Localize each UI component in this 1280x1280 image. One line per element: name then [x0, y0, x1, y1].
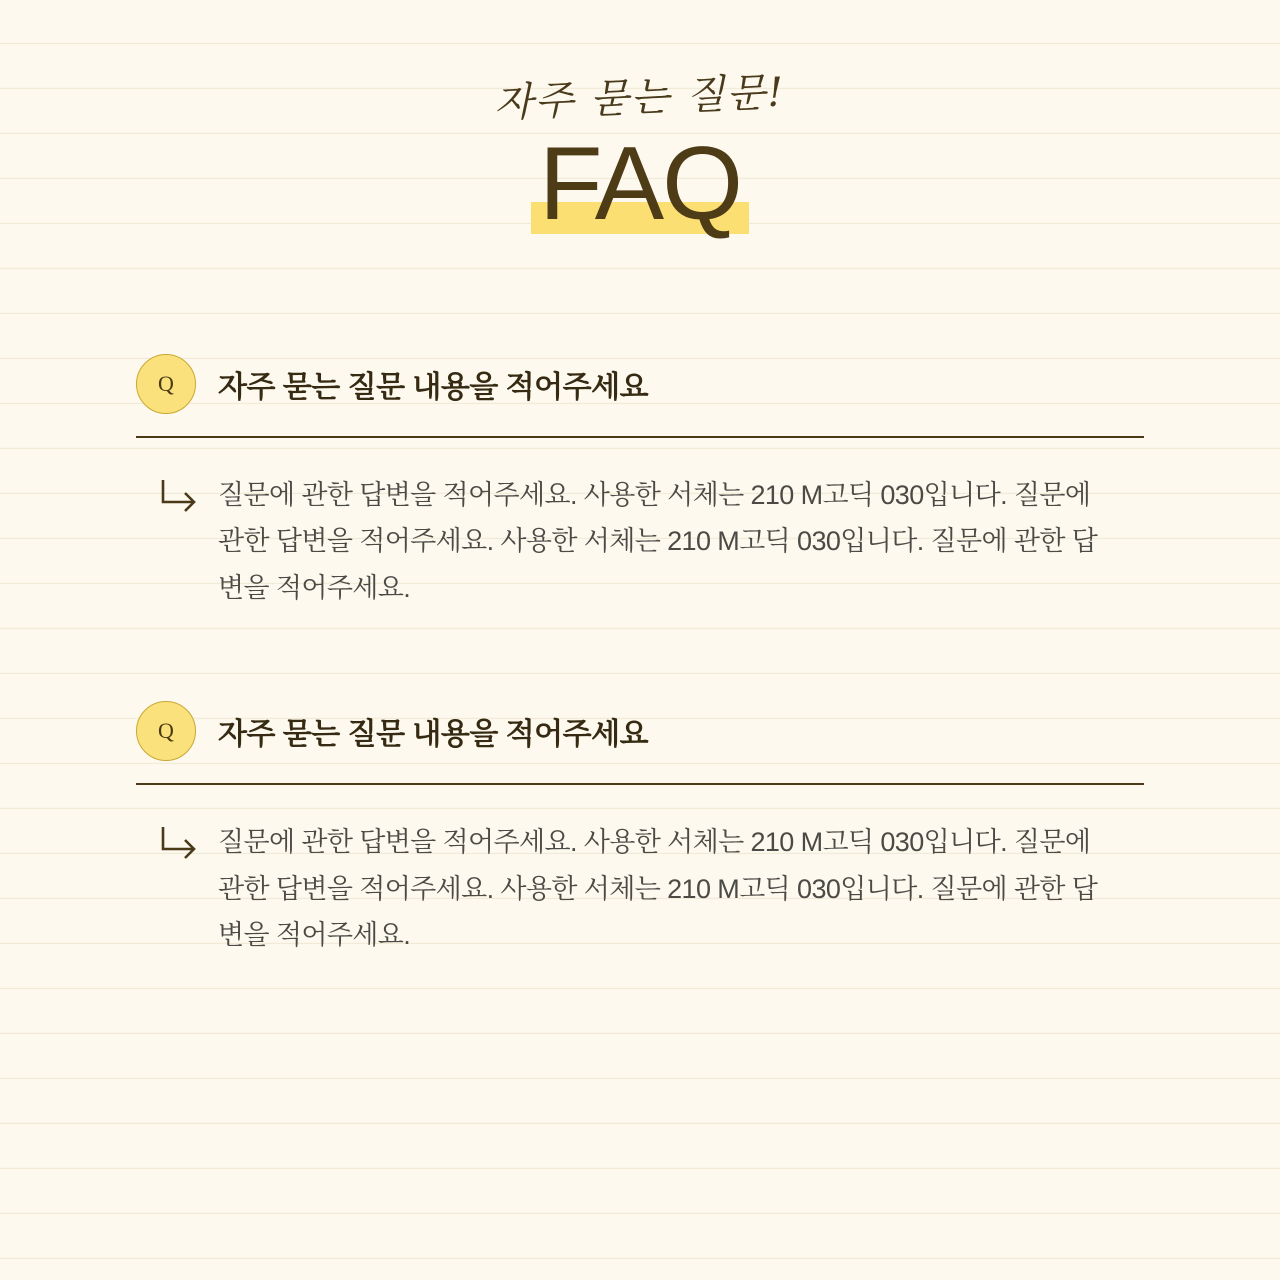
- answer-row: [136, 785, 1144, 958]
- question-text: 자주 묻는 질문 내용을 적어주세요: [218, 718, 649, 752]
- arrow-turn-down-right-icon: [158, 819, 200, 958]
- page-header: [0, 0, 1280, 242]
- page-title: [531, 126, 749, 242]
- question-row[interactable]: [136, 701, 1144, 783]
- main-title-wrapper: [0, 126, 1280, 242]
- faq-item[interactable]: [136, 354, 1144, 611]
- question-row[interactable]: [136, 354, 1144, 436]
- question-badge-icon: Q: [136, 701, 196, 761]
- answer-row: [136, 438, 1144, 611]
- faq-list: [0, 354, 1280, 959]
- faq-item[interactable]: [136, 701, 1144, 958]
- answer-text: 질문에 관한 답변을 적어주세요. 사용한 서체는 210 M고딕 030입니다. 질문에 관한 답변을 적어주세요. 사용한 서체는 210 M고딕 030입니다. 질문에 관한 답변을 적어주세요.: [218, 827, 1098, 951]
- arrow-turn-down-right-icon: [158, 472, 200, 611]
- page-title-text: FAQ: [538, 126, 742, 242]
- answer-text: 질문에 관한 답변을 적어주세요. 사용한 서체는 210 M고딕 030입니다. 질문에 관한 답변을 적어주세요. 사용한 서체는 210 M고딕 030입니다. 질문에 관한 답변을 적어주세요.: [218, 479, 1098, 603]
- question-badge-icon: Q: [136, 354, 196, 414]
- question-text: 자주 묻는 질문 내용을 적어주세요: [218, 370, 649, 404]
- script-subtitle: 자주 묻는 질문!: [493, 69, 787, 127]
